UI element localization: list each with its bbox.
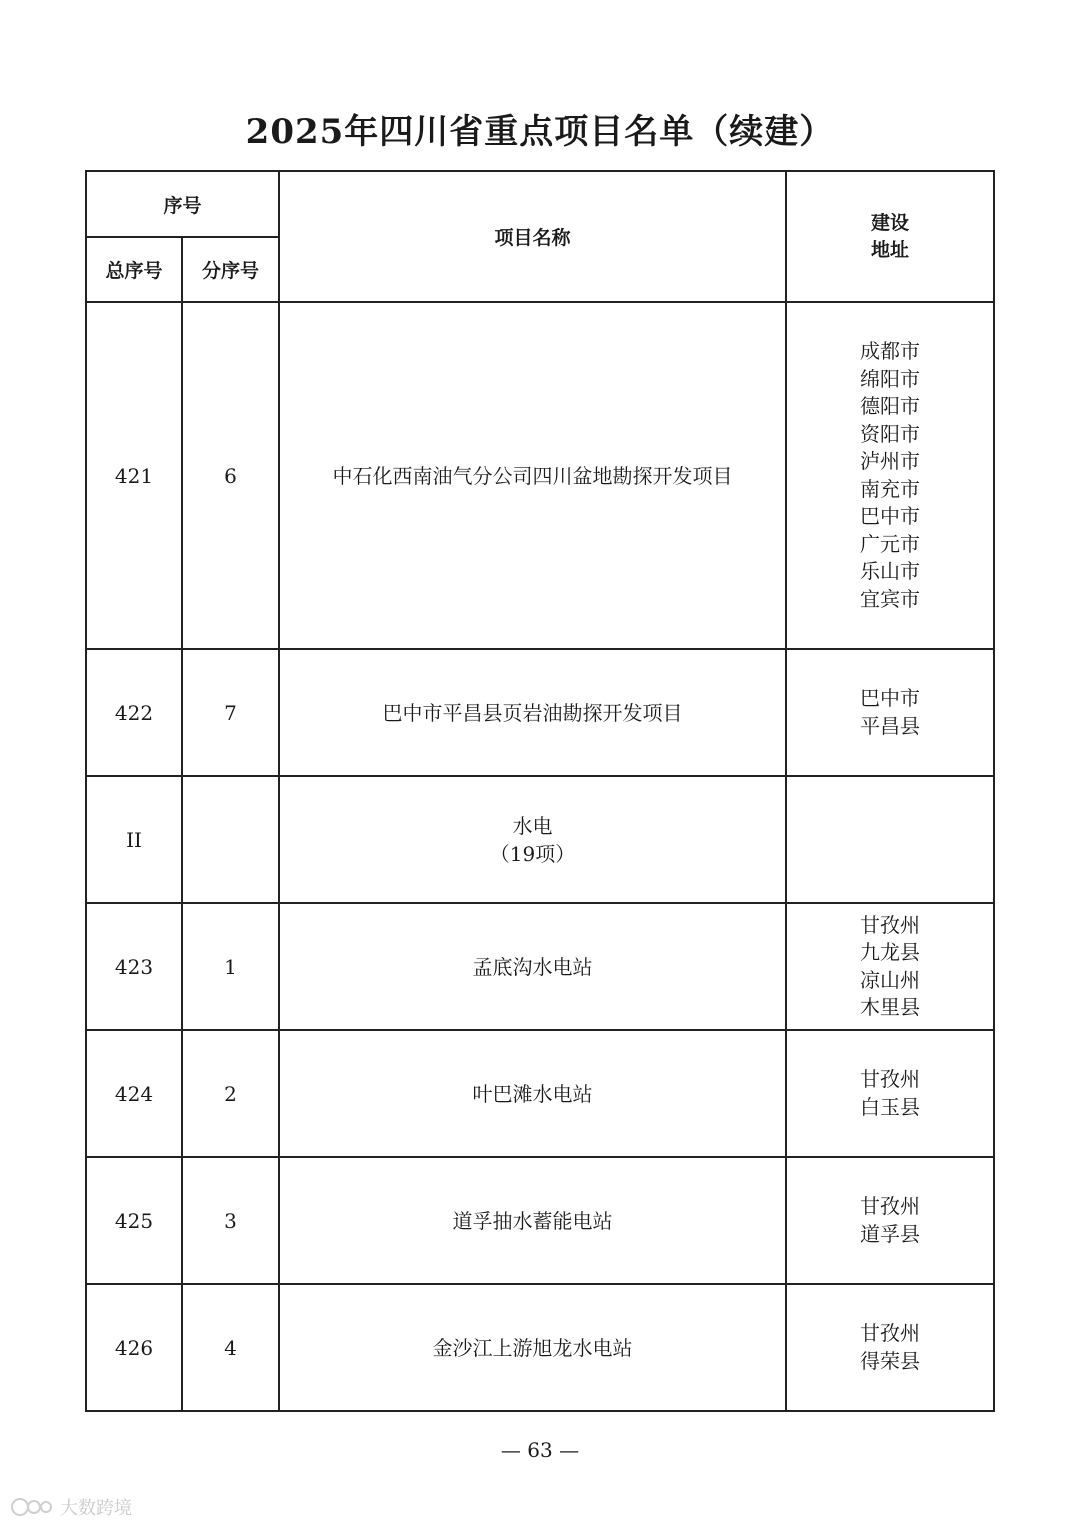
- table-row: [86, 1284, 994, 1411]
- cell-total-seq: 423: [86, 903, 182, 1030]
- location-line: 九龙县: [860, 940, 921, 964]
- cell-sub-seq: 6: [182, 302, 279, 649]
- location-line: 得荣县: [860, 1348, 921, 1373]
- location-line: 凉山州: [860, 967, 921, 992]
- project-name-line: 巴中市平昌县页岩油勘探开发项目: [382, 700, 683, 725]
- project-name-line: 水电: [512, 813, 553, 838]
- page-number: — 63 —: [500, 1438, 580, 1462]
- location-line: 泸州市: [860, 449, 921, 473]
- header-seq: 序号: [86, 171, 279, 237]
- header-location-line-2: 地址: [871, 238, 910, 261]
- cell-location: [786, 302, 994, 649]
- cell-total-seq: 424: [86, 1030, 182, 1157]
- cell-total-seq: 425: [86, 1157, 182, 1284]
- project-name-line: 金沙江上游旭龙水电站: [432, 1335, 633, 1360]
- table-row: [86, 776, 994, 903]
- cell-project-name: [279, 649, 786, 776]
- cell-project-name: [279, 903, 786, 1030]
- location-line: 木里县: [860, 995, 921, 1019]
- cell-project-name: [279, 1284, 786, 1411]
- location-line: 甘孜州: [860, 912, 921, 937]
- cell-sub-seq: 1: [182, 903, 279, 1030]
- project-table: [85, 170, 995, 1412]
- header-total-seq: 总序号: [86, 237, 182, 302]
- watermark-text: 大数跨境: [60, 1498, 132, 1519]
- location-line: 宜宾市: [860, 586, 921, 611]
- project-name-line: 中石化西南油气分公司四川盆地勘探开发项目: [332, 463, 733, 488]
- project-name-line: （19项）: [489, 841, 576, 866]
- location-line: 甘孜州: [860, 1194, 921, 1218]
- cell-location: [786, 903, 994, 1030]
- location-line: 巴中市: [860, 686, 921, 710]
- cell-sub-seq: 7: [182, 649, 279, 776]
- location-line: 成都市: [860, 339, 921, 363]
- location-line: 甘孜州: [860, 1321, 921, 1345]
- cell-total-seq: II: [86, 776, 182, 903]
- table-row: [86, 649, 994, 776]
- location-line: 甘孜州: [860, 1067, 921, 1091]
- cell-location: [786, 1157, 994, 1284]
- cell-sub-seq: 3: [182, 1157, 279, 1284]
- location-line: 道孚县: [860, 1221, 921, 1246]
- location-line: 绵阳市: [860, 366, 921, 391]
- table-row: [86, 302, 994, 649]
- cell-total-seq: 426: [86, 1284, 182, 1411]
- cell-sub-seq: 4: [182, 1284, 279, 1411]
- watermark-logo-icon: [10, 1496, 54, 1518]
- project-name-line: 叶巴滩水电站: [472, 1081, 593, 1106]
- location-line: 广元市: [860, 531, 921, 556]
- project-name-line: 道孚抽水蓄能电站: [452, 1208, 613, 1233]
- header-name: 项目名称: [279, 171, 786, 302]
- location-line: 白玉县: [860, 1094, 921, 1119]
- cell-location: [786, 1030, 994, 1157]
- cell-project-name: [279, 1030, 786, 1157]
- page-title: 2025年四川省重点项目名单（续建）: [245, 112, 835, 152]
- table-row: [86, 1030, 994, 1157]
- cell-project-name: [279, 776, 786, 903]
- table-row: [86, 903, 994, 1030]
- header-sub-seq: 分序号: [182, 237, 279, 302]
- cell-sub-seq: [182, 776, 279, 903]
- cell-location: [786, 776, 994, 903]
- cell-location: [786, 1284, 994, 1411]
- cell-total-seq: 421: [86, 302, 182, 649]
- location-line: 巴中市: [860, 504, 921, 528]
- cell-project-name: [279, 1157, 786, 1284]
- location-line: 资阳市: [860, 421, 921, 446]
- location-line: 德阳市: [860, 394, 921, 418]
- cell-project-name: [279, 302, 786, 649]
- cell-sub-seq: 2: [182, 1030, 279, 1157]
- cell-location: [786, 649, 994, 776]
- location-line: 平昌县: [860, 713, 921, 738]
- location-line: 乐山市: [860, 559, 921, 583]
- project-name-line: 孟底沟水电站: [472, 954, 593, 979]
- header-location-line-1: 建设: [871, 211, 910, 234]
- header-location: [786, 171, 994, 302]
- watermark: [10, 1494, 132, 1520]
- cell-total-seq: 422: [86, 649, 182, 776]
- location-line: 南充市: [860, 476, 921, 501]
- table-row: [86, 1157, 994, 1284]
